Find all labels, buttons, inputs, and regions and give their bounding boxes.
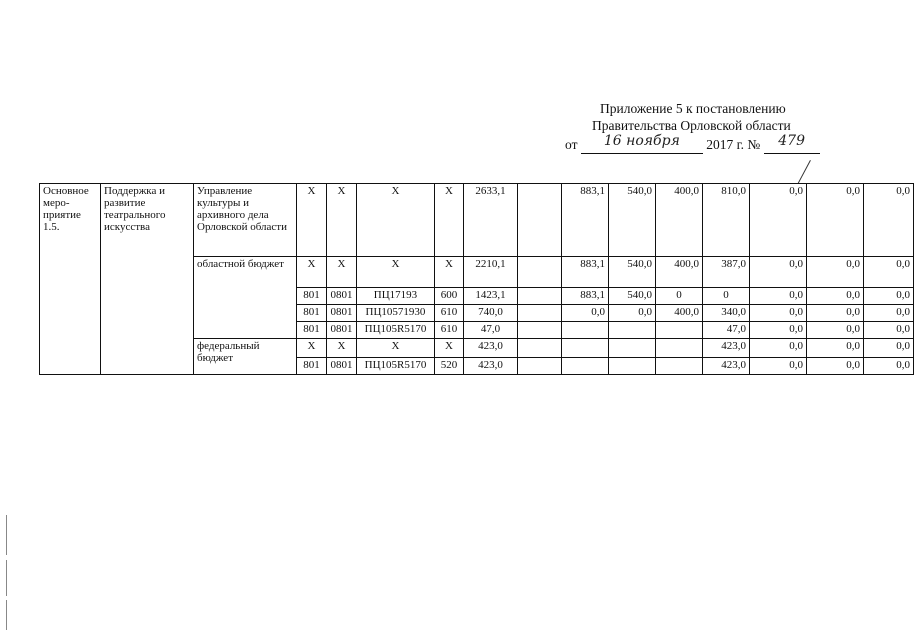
blank-cell [518,322,562,339]
csr-cell: ПЦ17193 [357,288,435,305]
year1-cell: 883,1 [562,257,609,288]
year5-cell: 0,0 [750,305,807,322]
year3-cell: 400,0 [656,257,703,288]
year4-cell: 423,0 [703,339,750,358]
handwritten-date: 16 ноября [603,133,680,149]
rz-cell: 0801 [327,305,357,322]
year1-cell [562,358,609,375]
year2-cell: 540,0 [609,257,656,288]
year4-cell: 47,0 [703,322,750,339]
csr-cell: ПЦ105R5170 [357,358,435,375]
year1-cell: 0,0 [562,305,609,322]
year3-cell [656,339,703,358]
grbs-cell: 801 [297,288,327,305]
vr-cell: X [435,184,464,257]
year7-cell: 0,0 [864,322,914,339]
scan-artifact-line [6,515,7,555]
year4-cell: 0 [703,288,750,305]
blank-cell [518,339,562,358]
year7-cell: 0,0 [864,257,914,288]
executor-cell: Управление культуры и архивного дела Орловской области [194,184,297,257]
vr-cell: X [435,339,464,358]
blank-cell [518,288,562,305]
handwritten-number: 479 [778,133,805,149]
rz-cell: X [327,184,357,257]
government-line [592,118,791,134]
year3-cell: 400,0 [656,184,703,257]
grbs-cell: X [297,339,327,358]
year7-cell: 0,0 [864,288,914,305]
year-number-label: 2017 г. № [706,137,761,152]
total-cell: 1423,1 [464,288,518,305]
year4-cell: 340,0 [703,305,750,322]
year4-cell: 810,0 [703,184,750,257]
year4-cell: 423,0 [703,358,750,375]
year2-cell [609,358,656,375]
grbs-cell: 801 [297,358,327,375]
vr-cell: 600 [435,288,464,305]
csr-cell: ПЦ105R5170 [357,322,435,339]
csr-cell: X [357,339,435,358]
year6-cell: 0,0 [807,184,864,257]
blank-cell [518,305,562,322]
grbs-cell: X [297,257,327,288]
date-field [581,133,703,154]
total-cell: 423,0 [464,339,518,358]
year2-cell: 540,0 [609,184,656,257]
csr-cell: X [357,184,435,257]
vr-cell: X [435,257,464,288]
rz-cell: 0801 [327,358,357,375]
year1-cell [562,339,609,358]
rz-cell: 0801 [327,322,357,339]
from-label: от [565,137,578,152]
pen-stroke [798,160,811,183]
event-cell: Основное меро-приятие 1.5. [40,184,101,375]
year5-cell: 0,0 [750,257,807,288]
blank-cell [518,358,562,375]
year2-cell: 0,0 [609,305,656,322]
total-cell: 47,0 [464,322,518,339]
year6-cell: 0,0 [807,288,864,305]
year7-cell: 0,0 [864,358,914,375]
year6-cell: 0,0 [807,257,864,288]
year2-cell [609,339,656,358]
total-cell: 740,0 [464,305,518,322]
program-cell: Поддержка и развитие театрального искусства [101,184,194,375]
year2-cell: 540,0 [609,288,656,305]
year4-cell: 387,0 [703,257,750,288]
vr-cell: 610 [435,305,464,322]
vr-cell: 520 [435,358,464,375]
year5-cell: 0,0 [750,288,807,305]
year6-cell: 0,0 [807,322,864,339]
total-cell: 423,0 [464,358,518,375]
year1-cell [562,322,609,339]
scan-artifact-line [6,560,7,596]
scan-artifact-line [6,600,7,630]
year5-cell: 0,0 [750,358,807,375]
year7-cell: 0,0 [864,184,914,257]
year3-cell: 400,0 [656,305,703,322]
year7-cell: 0,0 [864,339,914,358]
year6-cell: 0,0 [807,339,864,358]
year5-cell: 0,0 [750,322,807,339]
vr-cell: 610 [435,322,464,339]
grbs-cell: 801 [297,322,327,339]
year6-cell: 0,0 [807,358,864,375]
year3-cell [656,322,703,339]
rz-cell: X [327,339,357,358]
appendix-title [600,101,786,117]
year5-cell: 0,0 [750,184,807,257]
year1-cell: 883,1 [562,184,609,257]
blank-cell [518,184,562,257]
executor-cell: федеральный бюджет [194,339,297,375]
grbs-cell: 801 [297,305,327,322]
year3-cell [656,358,703,375]
budget-table [39,183,914,375]
csr-cell: ПЦ10571930 [357,305,435,322]
rz-cell: X [327,257,357,288]
number-field [764,133,820,154]
year1-cell: 883,1 [562,288,609,305]
year3-cell: 0 [656,288,703,305]
year7-cell: 0,0 [864,305,914,322]
date-number-line [565,133,820,154]
csr-cell: X [357,257,435,288]
table-row [40,184,914,257]
total-cell: 2633,1 [464,184,518,257]
appendix-title-text: Приложение 5 к постановлению [600,101,786,116]
grbs-cell: X [297,184,327,257]
year6-cell: 0,0 [807,305,864,322]
year2-cell [609,322,656,339]
year5-cell: 0,0 [750,339,807,358]
rz-cell: 0801 [327,288,357,305]
government-line-text: Правительства Орловской области [592,118,791,133]
executor-cell: областной бюджет [194,257,297,339]
blank-cell [518,257,562,288]
total-cell: 2210,1 [464,257,518,288]
